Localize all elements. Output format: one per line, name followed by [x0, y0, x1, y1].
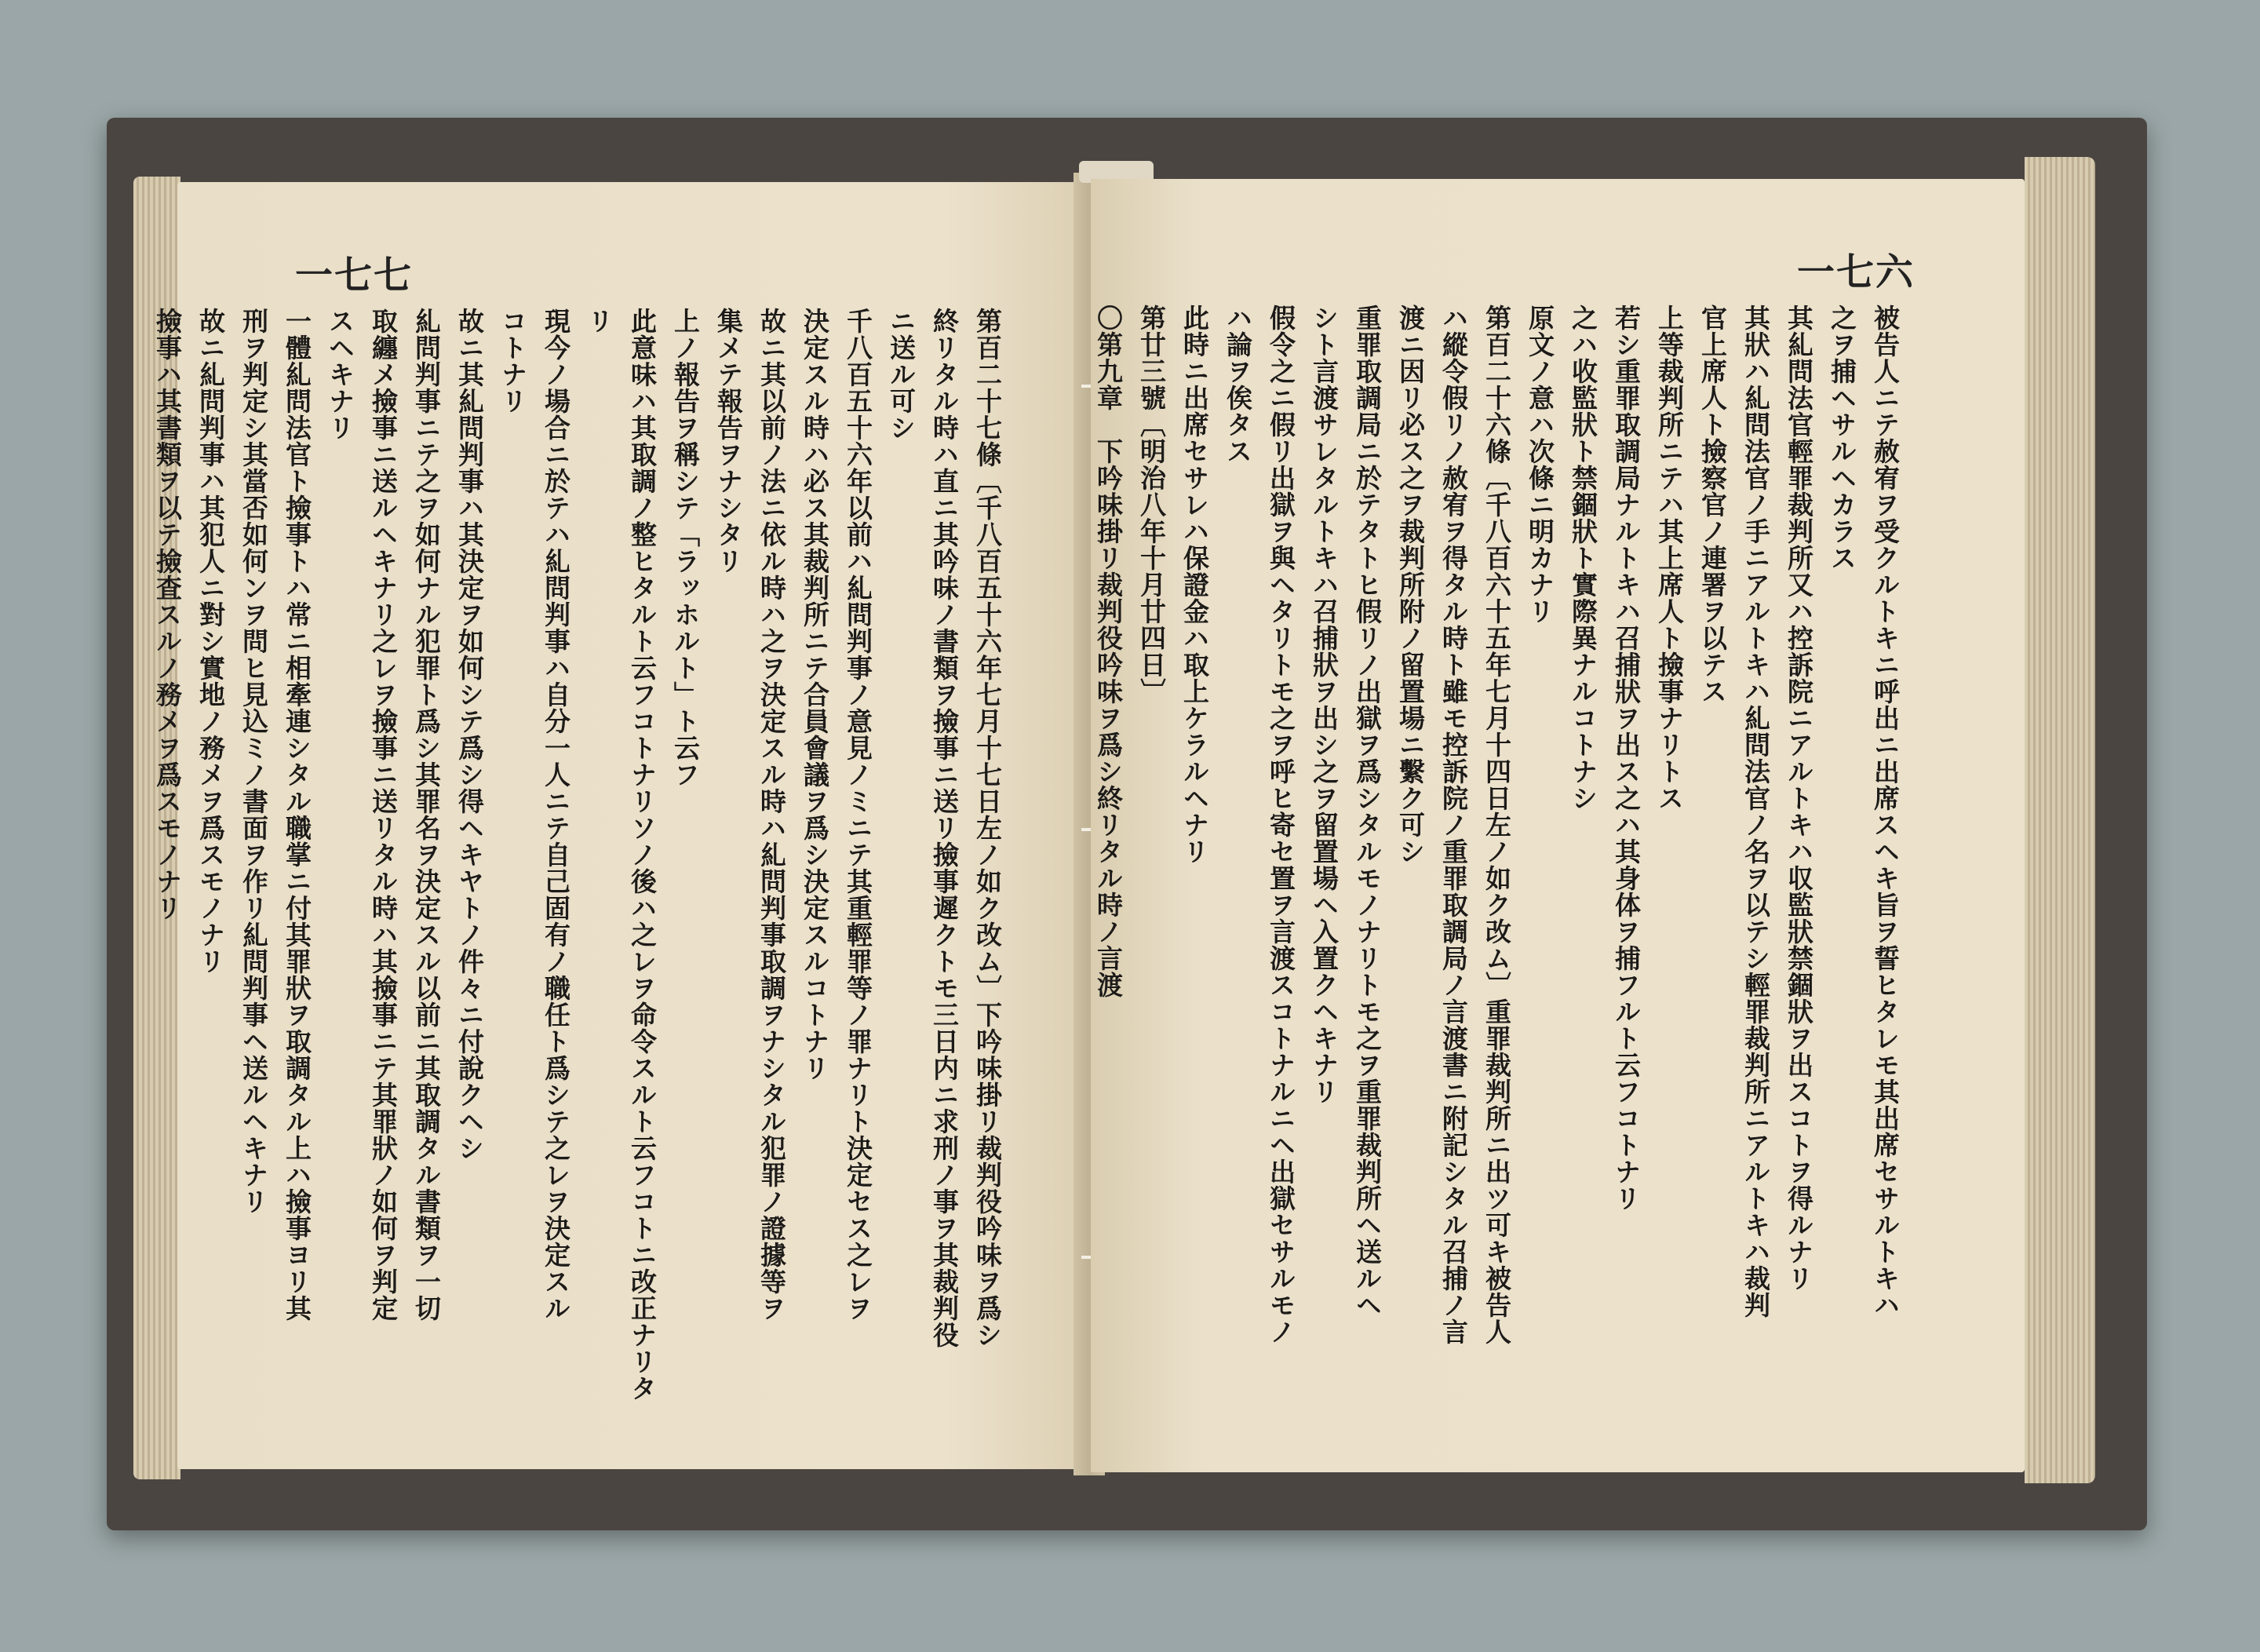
text-line: 其狀ハ糺問法官ノ手ニアルトキハ糺問法官ノ名ヲ以テシ輕罪裁判所ニアルトキハ裁判	[1741, 305, 1771, 1318]
text-line: 決定スル時ハ必ス其裁判所ニテ合員會議ヲ爲シ決定スルコトナリ	[800, 308, 830, 1081]
text-line: 千八百五十六年以前ハ糺問判事ノ意見ノミニテ其重輕罪等ノ罪ナリト決定セス之レヲ	[843, 308, 873, 1322]
text-line: 集メテ報告ヲナシタリ	[713, 308, 744, 574]
text-line: 若シ重罪取調局ナルトキハ召捕狀ヲ出ス之ハ其身体ヲ捕フルト云フコトナリ	[1611, 305, 1642, 1212]
page-number-left: 一七七	[295, 253, 414, 297]
text-line: 第百二十六條〔千八百六十五年七月十四日左ノ如ク改ム〕重罪裁判所ニ出ツ可キ被告人	[1482, 305, 1512, 1345]
text-line: 之ハ收監狀ト禁錮狀ト實際異ナルコトナシ	[1568, 305, 1598, 811]
text-line: 故ニ其以前ノ法ニ依ル時ハ之ヲ決定スル時ハ糺問判事取調ヲナシタル犯罪ノ證據等ヲ	[756, 308, 787, 1322]
left-page	[152, 182, 1080, 1469]
text-line: リ	[584, 308, 614, 334]
text-line: 假令之ニ假リ出獄ヲ與ヘタリトモ之ヲ呼ヒ寄セ置ヲ言渡スコトナルニヘ出獄セサルモノ	[1266, 305, 1296, 1345]
text-line: ニ送ル可シ	[886, 308, 917, 441]
text-line: 故ニ糺問判事ハ其犯人ニ對シ實地ノ務メヲ爲スモノナリ	[195, 308, 226, 975]
text-line: 被告人ニテ赦宥ヲ受クルトキニ呼出ニ出席スヘキ旨ヲ誓ヒタレモ其出席セサルトキハ	[1870, 305, 1901, 1318]
text-line: 此意味ハ其取調ノ整ヒタルト云フコトナリソノ後ハ之レヲ命令スルト云フコトニ改正ナリタ	[627, 308, 658, 1402]
text-line: 第百二十七條〔千八百五十六年七月十七日左ノ如ク改ム〕下吟味掛リ裁判役吟味ヲ爲シ	[972, 308, 1003, 1348]
text-line: 故ニ其糺問判事ハ其決定ヲ如何シテ爲シ得ヘキヤトノ件々ニ付說クヘシ	[454, 308, 485, 1162]
text-line: 第廿三號〔明治八年十月廿四日〕	[1136, 305, 1167, 705]
text-line: 撿事ハ其書類ヲ以テ撿査スルノ務メヲ爲スモノナリ	[152, 308, 183, 921]
right-page	[1091, 179, 2025, 1472]
text-line: 〇第九章 下吟味掛リ裁判役吟味ヲ爲シ終リタル時ノ言渡	[1093, 305, 1124, 998]
text-line: 上ノ報告ヲ稱シテ「ラッホルト」ト云フ	[670, 308, 701, 788]
text-line: 其糺問法官輕罪裁判所又ハ控訴院ニアルトキハ収監狀禁錮狀ヲ出スコトヲ得ルナリ	[1784, 305, 1814, 1292]
page-stack-right	[2025, 157, 2095, 1483]
text-line: 之ヲ捕ヘサルヘカラス	[1827, 305, 1857, 571]
text-line: 現今ノ場合ニ於テハ糺問判事ハ自分一人ニテ自己固有ノ職任ト爲シテ之レヲ決定スル	[541, 308, 571, 1322]
text-line: 渡ニ因リ必ス之ヲ裁判所附ノ留置場ニ繫ク可シ	[1395, 305, 1426, 865]
page-number-right: 一七六	[1796, 250, 1915, 294]
text-line: 終リタル時ハ直ニ其吟味ノ書類ヲ撿事ニ送リ撿事遲クトモ三日内ニ求刑ノ事ヲ其裁判役	[929, 308, 960, 1348]
text-line: 取纏メ撿事ニ送ルヘキナリ之レヲ撿事ニ送リタル時ハ其撿事ニテ其罪狀ノ如何ヲ判定	[368, 308, 399, 1322]
text-line: 一體糺問法官ト撿事トハ常ニ相牽連シタル職掌ニ付其罪狀ヲ取調タル上ハ撿事ヨリ其	[282, 308, 312, 1322]
text-line: スヘキナリ	[325, 308, 355, 441]
text-line: 刑ヲ判定シ其當否如何ンヲ問ヒ見込ミノ書面ヲ作リ糺問判事ヘ送ルヘキナリ	[239, 308, 269, 1215]
text-line: ハ論ヲ俟タス	[1223, 305, 1253, 465]
text-line: 此時ニ出席セサレハ保證金ハ取上ケラルヘナリ	[1179, 305, 1210, 865]
text-line: 原文ノ意ハ次條ニ明カナリ	[1525, 305, 1555, 625]
text-line: 糺問判事ニテ之ヲ如何ナル犯罪ト爲シ其罪名ヲ決定スル以前ニ其取調タル書類ヲ一切	[411, 308, 442, 1322]
right-page-text	[1087, 305, 1907, 1435]
text-line: 重罪取調局ニ於テタトヒ假リノ出獄ヲ爲シタルモノナリトモ之ヲ重罪裁判所ヘ送ルヘ	[1352, 305, 1383, 1318]
left-page-text	[146, 308, 1009, 1438]
text-line: ハ縱令假リノ赦宥ヲ得タル時ト雖モ控訴院ノ重罪取調局ノ言渡書ニ附記シタル召捕ノ言	[1438, 305, 1469, 1345]
text-line: シト言渡サレタルトキハ召捕狀ヲ出シ之ヲ留置場ヘ入置クヘキナリ	[1309, 305, 1340, 1105]
text-line: コトナリ	[498, 308, 528, 414]
text-line: 官上席人ト撿察官ノ連署ヲ以テス	[1697, 305, 1728, 705]
text-line: 上等裁判所ニテハ其上席人ト撿事ナリトス	[1654, 305, 1685, 811]
